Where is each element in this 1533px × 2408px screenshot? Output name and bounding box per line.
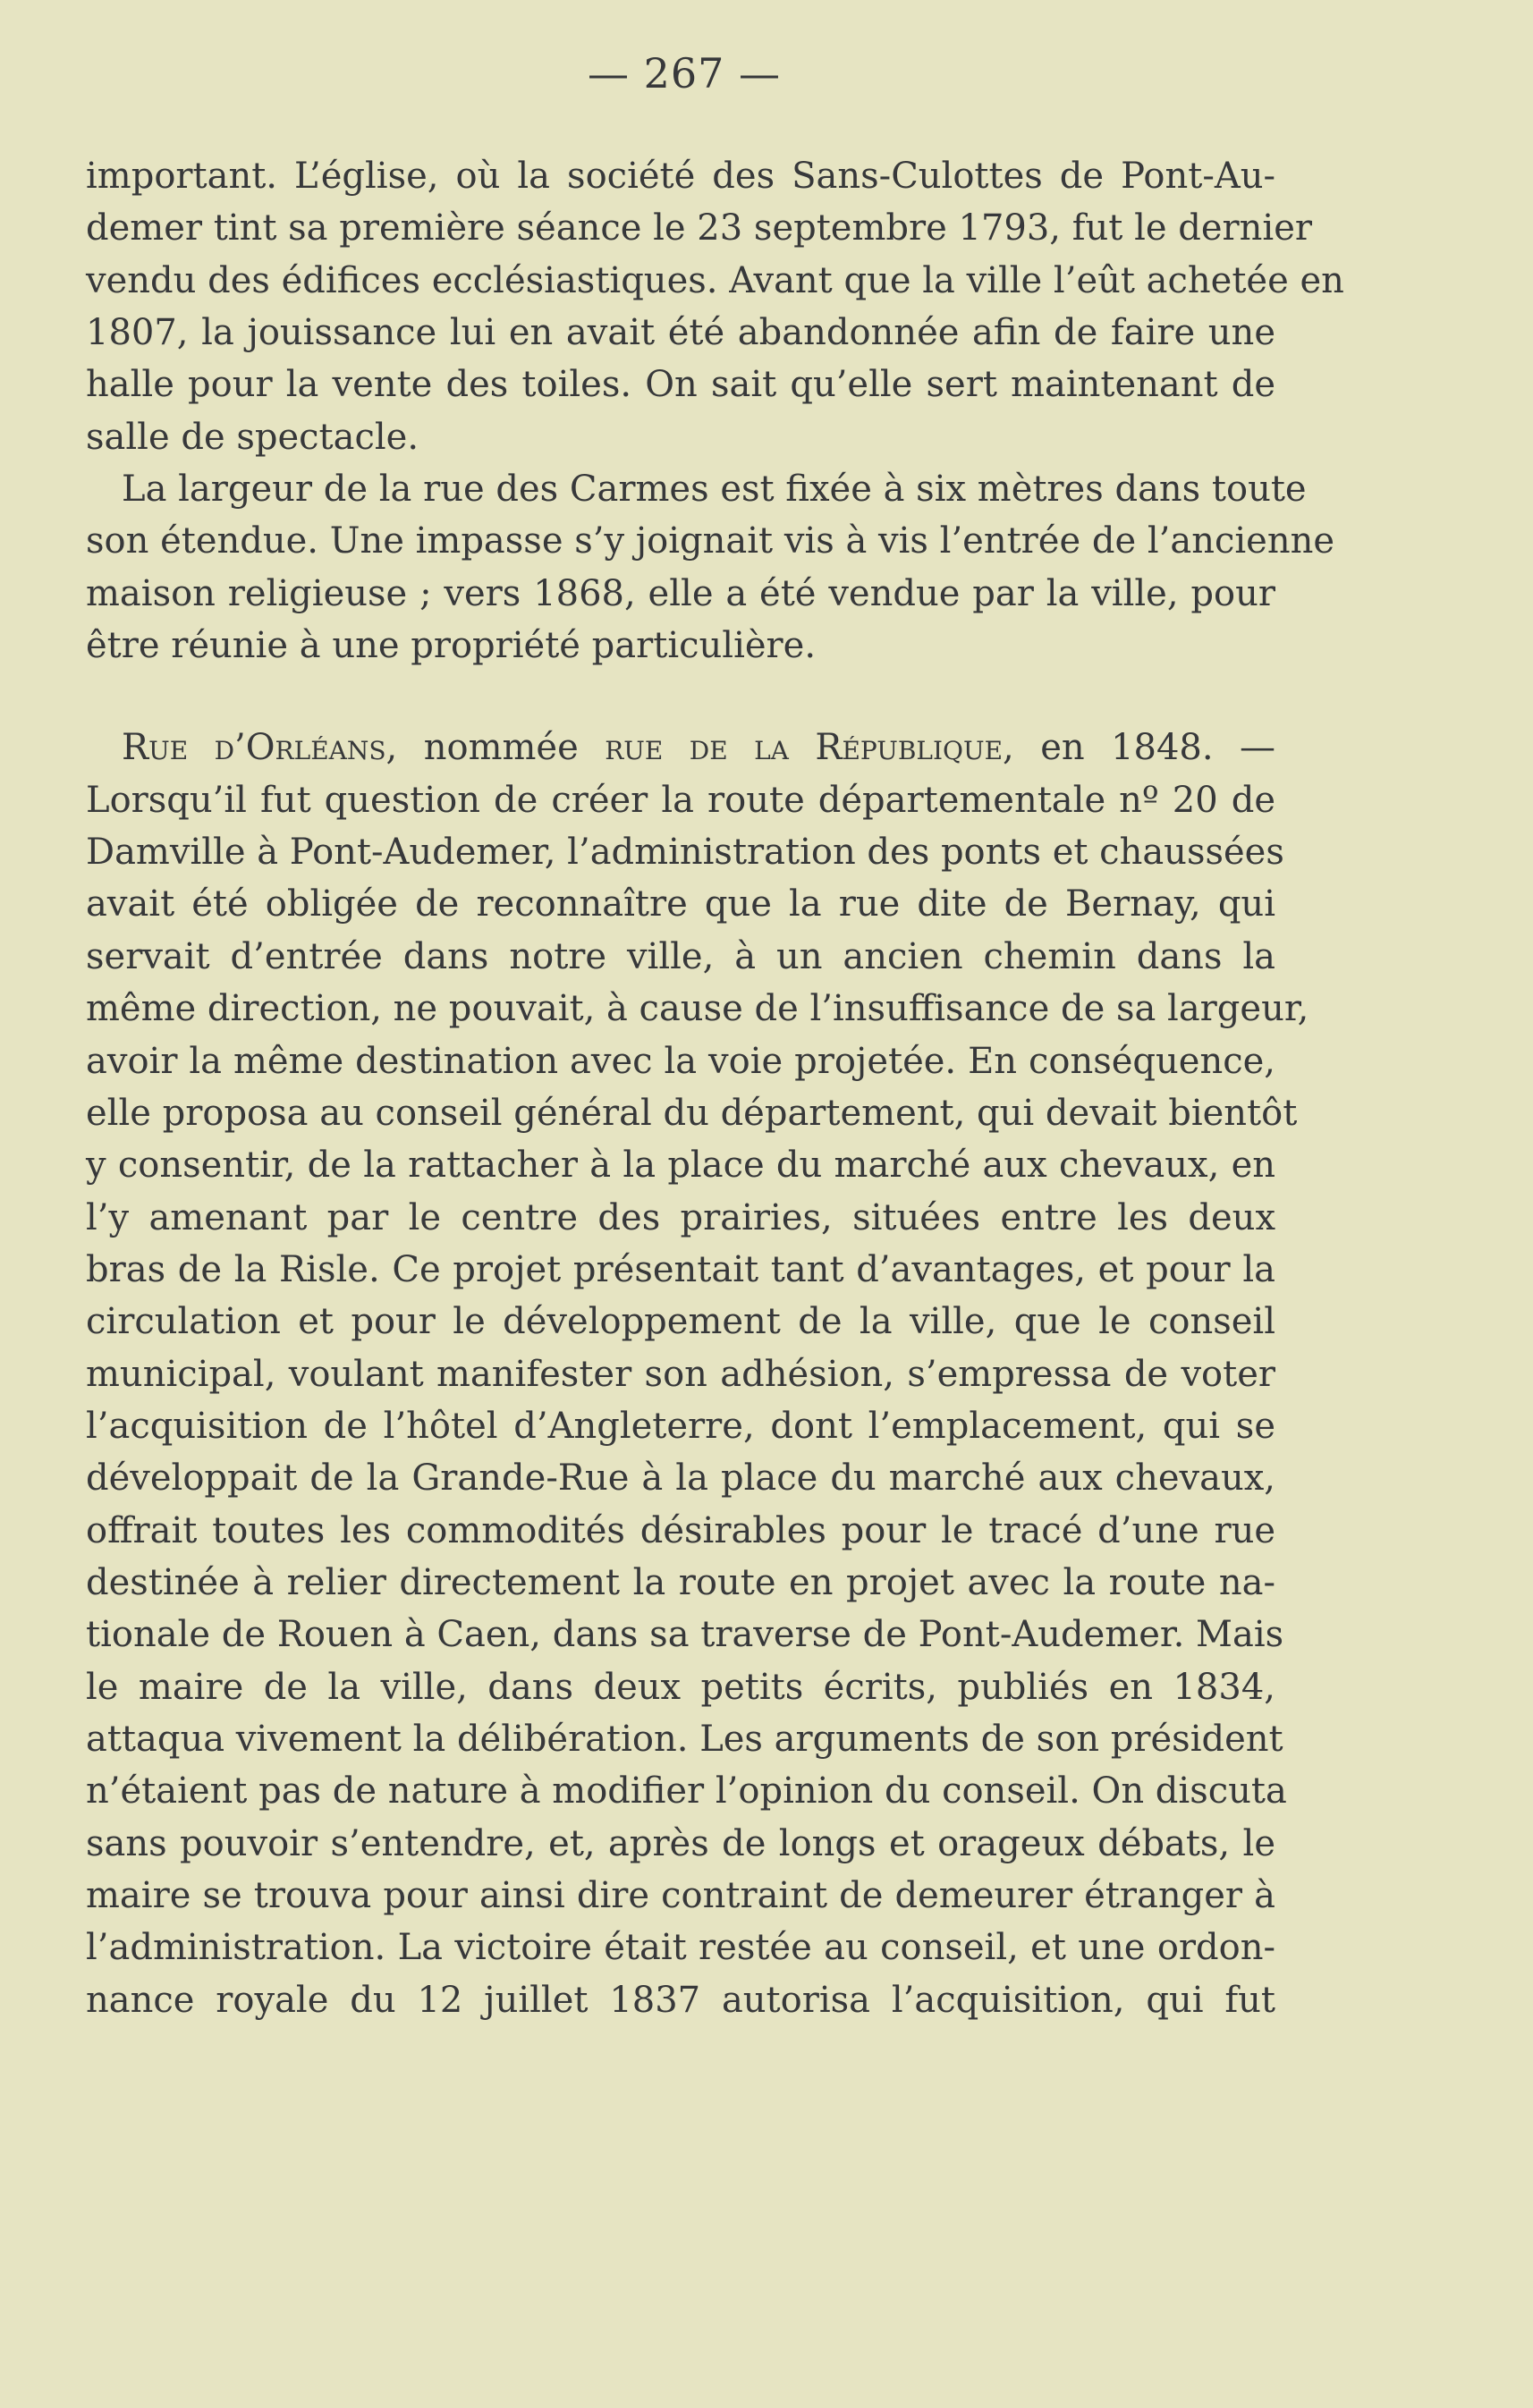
section-heading-line [86,722,1275,773]
new-street-name: rue de la République, [605,727,1014,769]
text-line: tionale de Rouen à Caen, dans sa traverse de Pont-Audemer. Mais [86,1614,1284,1656]
text-line: Lorsqu’il fut question de créer la route départementale nº 20 de [86,779,1275,821]
text-line: La largeur de la rue des Carmes est fixée à six mètres dans toute [122,469,1307,511]
text-line: circulation et pour le développement de la ville, que le conseil [86,1301,1275,1343]
text-line: important. L’église, où la société des Sans-Culottes de Pont-Au- [86,156,1275,197]
text-line: l’acquisition de l’hôtel d’Angleterre, dont l’emplacement, qui se [86,1405,1275,1447]
text-line: bras de la Risle. Ce projet présentait tant d’avantages, et pour la [86,1248,1275,1290]
year-text: en 1848. — [1040,727,1276,769]
text-line: son étendue. Une impasse s’y joignait vis à vis l’entrée de l’ancienne [86,520,1335,562]
text-line: vendu des édifices ecclésiastiques. Avant que la ville l’eût achetée en [86,259,1344,301]
text-line: offrait toutes les commodités désirables pour le tracé d’une rue [86,1509,1275,1551]
text-line: halle pour la vente des toiles. On sait qu’elle sert maintenant de [86,364,1275,406]
text-line: maire se trouva pour ainsi dire contraint de demeurer étranger à [86,1875,1275,1916]
text-line: municipal, voulant manifester son adhésion, s’empressa de voter [86,1353,1275,1395]
text-line: destinée à relier directement la route en projet avec la route na- [86,1561,1275,1603]
text-line: maison religieuse ; vers 1868, elle a été vendue par la ville, pour [86,572,1275,614]
text-line: salle de spectacle. [86,416,419,458]
text-line: 1807, la jouissance lui en avait été abandonnée afin de faire une [86,312,1275,354]
text-line: nance royale du 12 juillet 1837 autorisa l’acquisition, qui fut [86,1979,1275,2021]
renamed-text: nommée [423,727,579,769]
text-line: servait d’entrée dans notre ville, à un ancien chemin dans la [86,935,1275,977]
page-number: — 267 — [587,49,782,97]
text-line: développait de la Grande-Rue à la place du marché aux chevaux, [86,1457,1275,1500]
text-line: demer tint sa première séance le 23 septembre 1793, fut le dernier [86,207,1313,249]
text-line: être réunie à une propriété particulière. [86,625,817,667]
text-line: avoir la même destination avec la voie projetée. En conséquence, [86,1040,1275,1082]
text-line: Damville à Pont-Audemer, l’administration des ponts et chaussées [86,832,1284,874]
text-line: elle proposa au conseil général du département, qui devait bientôt [86,1092,1298,1134]
text-line: le maire de la ville, dans deux petits écrits, publiés en 1834, [86,1666,1275,1708]
section-gap [86,672,1275,722]
paragraph-2 [86,463,1335,672]
text-line: même direction, ne pouvait, à cause de l’insuffisance de sa largeur, [86,988,1309,1030]
body-text [86,150,1344,2026]
text-line: y consentir, de la rattacher à la place du marché aux chevaux, en [86,1145,1275,1187]
street-name: Rue d’Orléans, [122,727,398,769]
text-line: attaqua vivement la délibération. Les arguments de son président [86,1718,1283,1760]
text-line: n’étaient pas de nature à modifier l’opinion du conseil. On discuta [86,1770,1287,1812]
text-line: sans pouvoir s’entendre, et, après de longs et orageux débats, le [86,1822,1275,1864]
text-line: l’administration. La victoire était restée au conseil, et une ordon- [86,1927,1275,1969]
paragraph-1 [86,150,1344,463]
text-line: l’y amenant par le centre des prairies, situées entre les deux [86,1196,1275,1238]
text-line: avait été obligée de reconnaître que la rue dite de Bernay, qui [86,883,1275,925]
paragraph-3 [86,722,1309,2026]
